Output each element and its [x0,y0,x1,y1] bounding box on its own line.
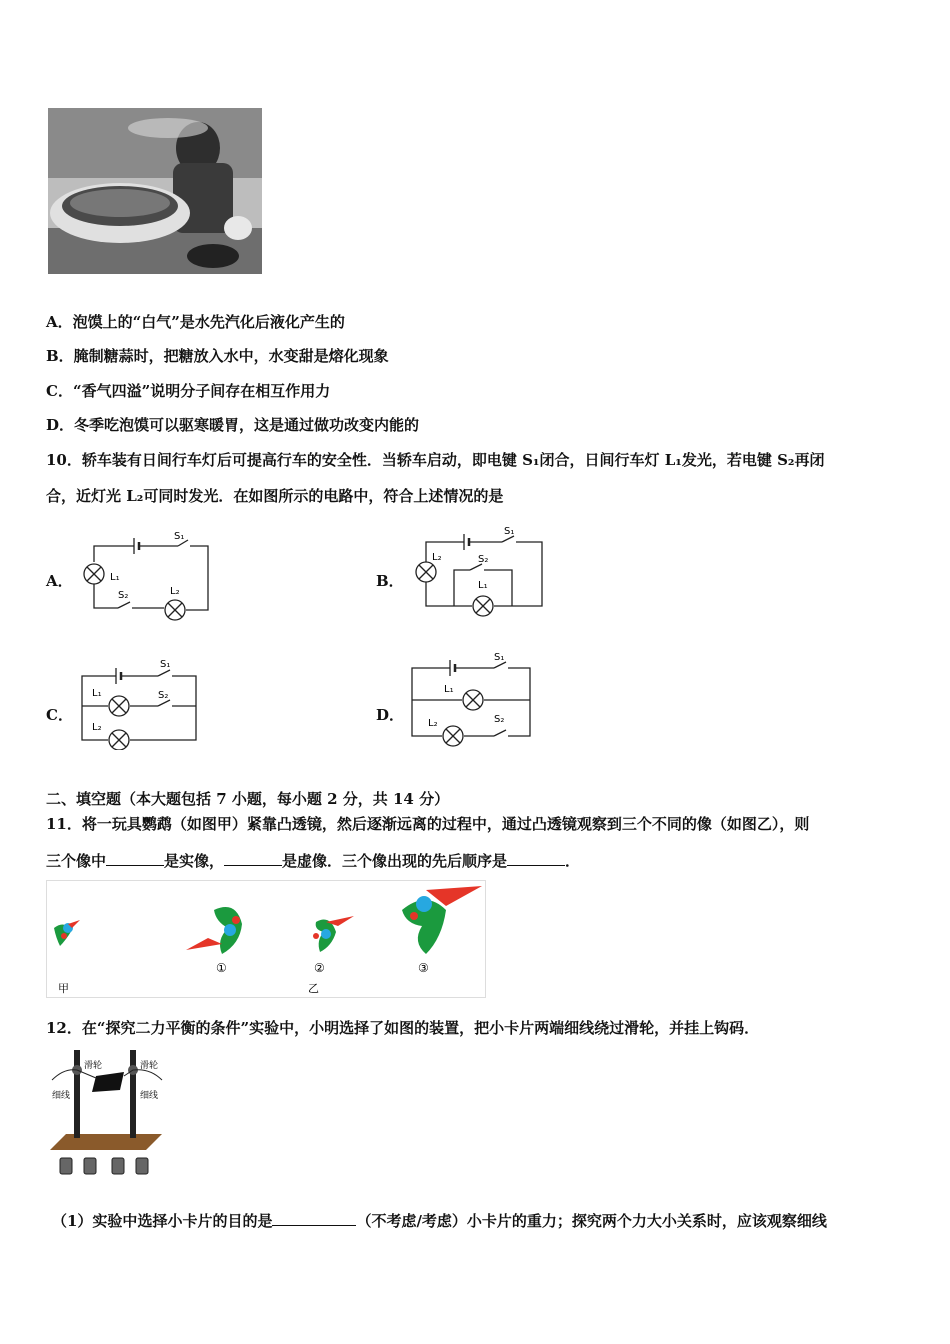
q11-text-3: 是虚像．三个像出现的先后顺序是 [282,852,508,870]
q10-stem-line1: 10．轿车装有日间行车灯后可提高行车的安全性．当轿车启动，即电键 S₁闭合，日间行车灯 L₁发光，若电键 S₂再闭 [46,451,825,469]
q9-option-d: D．冬季吃泡馍可以驱寒暖胃，这是通过做功改变内能的 [46,416,420,434]
circuit-b-label: B． [376,572,404,590]
q9-option-b: B．腌制糖蒜时，把糖放入水中，水变甜是熔化现象 [46,347,389,365]
image-3-number: ③ [418,961,429,975]
q9-option-c: C．“香气四溢”说明分子间存在相互作用力 [46,382,331,400]
q12-stem: 12．在“探究二力平衡的条件”实验中，小明选择了如图的装置，把小卡片两端细线绕过滑轮，并挂上钩码． [46,1019,760,1037]
parrot-jia [54,920,80,946]
circuit-d-diagram [408,650,538,750]
circuit-b-s1: S₁ [504,526,515,537]
section-2-heading: 二、填空题（本大题包括 7 小题，每小题 2 分，共 14 分） [46,790,450,808]
image-2-number: ② [314,961,325,975]
image-1-number: ① [216,961,227,975]
circuit-d-l1: L₁ [444,684,454,695]
q11-stem-line1: 11．将一玩具鹦鹉（如图甲）紧靠凸透镜，然后逐渐远离的过程中，通过凸透镜观察到三个不同的像（如图乙），则 [46,815,810,833]
circuit-c-s1: S₁ [160,659,171,670]
q10-stem-line2: 合，近灯光 L₂可同时发光．在如图所示的电路中，符合上述情况的是 [46,487,504,505]
circuit-c-l2: L₂ [92,722,102,733]
parrot-image-1 [186,907,242,954]
thread-label-left: 细线 [52,1091,71,1101]
q11-stem-line2 [46,850,580,871]
circuit-d-label: D． [376,706,405,724]
parrot-image-3 [402,886,482,954]
circuit-a-s2: S₂ [118,590,129,601]
q11-text-1: 三个像中 [46,852,107,870]
q12-blank-1[interactable] [272,1211,356,1226]
q11-text-4: ． [565,852,581,870]
q11-blank-real[interactable] [106,851,164,866]
circuit-d-s1: S₁ [494,652,505,663]
circuit-a-l2: L₂ [170,586,180,597]
q12-sub1-text-b: （不考虑/考虑）小卡片的重力；探究两个力大小关系时，应该观察细线 [356,1212,827,1230]
q9-option-a: A．泡馍上的“白气”是水先汽化后液化产生的 [46,313,345,331]
q11-blank-order[interactable] [507,851,565,866]
circuit-b-l2: L₂ [432,552,442,563]
figure-jia-label: 甲 [58,982,69,995]
circuit-c-s2: S₂ [158,690,169,701]
circuit-c-l1: L₁ [92,688,102,699]
pulley-label-right: 滑轮 [140,1061,159,1071]
force-balance-apparatus [46,1046,176,1180]
food-photo [48,108,262,274]
circuit-b-diagram [408,522,548,622]
figure-yi-label: 乙 [308,982,319,995]
q11-blank-virtual[interactable] [224,851,282,866]
circuit-d-l2: L₂ [428,718,438,729]
circuit-a-s1: S₁ [174,531,185,542]
circuit-a-diagram [78,528,218,624]
q12-sub1 [52,1210,827,1231]
circuit-a-label: A． [46,572,73,590]
circuit-c-label: C． [46,706,73,724]
thread-label-right: 细线 [140,1091,159,1101]
circuit-a-l1: L₁ [110,572,120,583]
circuit-c-diagram [78,654,208,750]
circuit-d-s2: S₂ [494,714,505,725]
pulley-label-left: 滑轮 [84,1061,103,1071]
circuit-b-s2: S₂ [478,554,489,565]
parrot-images-figure [46,880,486,998]
q11-text-2: 是实像， [164,852,225,870]
parrot-image-2 [313,916,354,952]
circuit-b-l1: L₁ [478,580,488,591]
q12-sub1-text-a: （1）实验中选择小卡片的目的是 [52,1212,273,1230]
